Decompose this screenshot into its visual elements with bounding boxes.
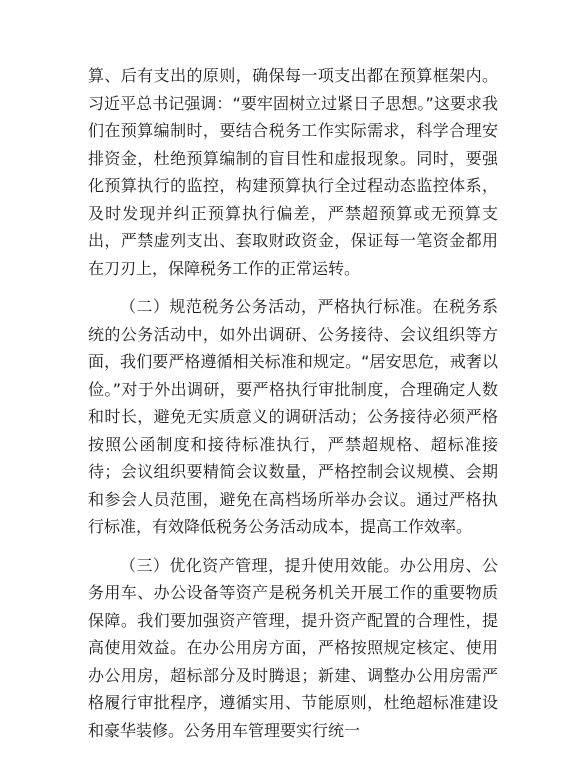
paragraph-asset-management: （三）优化资产管理，提升使用效能。办公用房、公务用车、办公设备等资产是税务机关开展工作的重要物质保障。我们要加强资产管理，提升资产配置的合理性，提高使用效益。在办公用房方面，严格按照规定核定、使用办公用房，超标部分及时腾退；新建、调整办公用房需严格履行审批程序，遵循实用、节能原则，杜绝超标准建设和豪华装修。公务用车管理要实行统一 — [88, 555, 498, 740]
paragraph-budget-continuation: 算、后有支出的原则，确保每一项支出都在预算框架内。习近平总书记强调：“要牢固树立过紧日子思想。”这要求我们在预算编制时，要结合税务工作实际需求，科学合理安排资金，杜绝预算编制的盲目性和虚报现象。同时，要强化预算执行的监控，构建预算执行全过程动态监控体系，及时发现并纠正预算执行偏差，严禁超预算或无预算支出，严禁虚列支出、套取财政资金，保证每一笔资金都用在刀刃上，保障税务工作的正常运转。 — [88, 66, 498, 278]
document-body — [88, 62, 498, 744]
paragraph-official-activities: （二）规范税务公务活动，严格执行标准。在税务系统的公务活动中，如外出调研、公务接待、会议组织等方面，我们要严格遵循相关标准和规定。“居安思危，戒奢以俭。”对于外出调研，要严格执行审批制度，合理确定人数和时长，避免无实质意义的调研活动；公务接待必须严格按照公函制度和接待标准执行，严禁超规格、超标准接待；会议组织要精简会议数量，严格控制会议规模、会期和参会人员范围，避免在高档场所举办会议。通过严格执行标准，有效降低税务公务活动成本，提高工作效率。 — [88, 297, 498, 536]
